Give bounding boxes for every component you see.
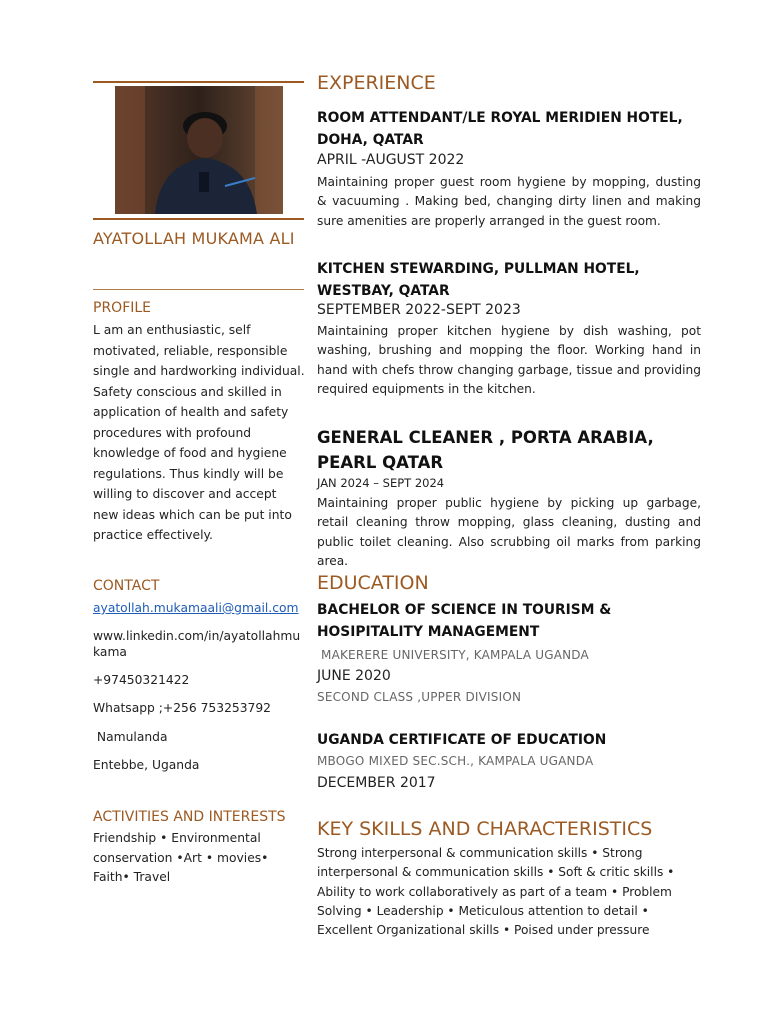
experience-heading: EXPERIENCE [317, 72, 436, 94]
contact-city: Entebbe, Uganda [93, 758, 200, 772]
contact-area: Namulanda [93, 730, 168, 744]
name-divider [93, 289, 304, 290]
activities-text: Friendship • Environmental conservation •Art • movies• Faith• Travel [93, 831, 269, 884]
photo-bottom-rule [93, 218, 304, 220]
job-3-date: JAN 2024 – SEPT 2024 [317, 476, 445, 490]
skills-heading: KEY SKILLS AND CHARACTERISTICS [317, 818, 653, 840]
edu-1-school: MAKERERE UNIVERSITY, KAMPALA UGANDA [317, 648, 589, 662]
contact-linkedin[interactable]: www.linkedin.com/in/ayatollahmukama [93, 629, 301, 659]
edu-2-title: UGANDA CERTIFICATE OF EDUCATION [317, 732, 607, 748]
top-left-rule [93, 81, 304, 83]
job-2-date: SEPTEMBER 2022-SEPT 2023 [317, 302, 521, 318]
edu-2-school: MBOGO MIXED SEC.SCH., KAMPALA UGANDA [317, 754, 594, 768]
job-1-title: ROOM ATTENDANT/LE ROYAL MERIDIEN HOTEL, DOHA, QATAR [317, 110, 683, 148]
contact-whatsapp: Whatsapp ;+256 753253792 [93, 701, 272, 715]
profile-text: L am an enthusiastic, self motivated, reliable, responsible single and hardworking individual. Safety conscious and skilled in application of health and safety procedures with profound knowledge of food and hygiene regulations. Thus kindly will be willing to discover and accept new ideas which can be put into practice effectively. [93, 323, 305, 542]
edu-1-date: JUNE 2020 [317, 668, 391, 684]
job-1-description: Maintaining proper guest room hygiene by mopping, dusting & vacuuming . Making bed, changing dirty linen and making sure amenities are properly arranged in the guest room. [317, 175, 701, 228]
job-3-description: Maintaining proper public hygiene by picking up garbage, retail cleaning throw mopping, glass cleaning, dusting and public toilet cleaning. Also scrubbing oil marks from parking area. [317, 496, 701, 568]
job-1-date: APRIL -AUGUST 2022 [317, 152, 465, 168]
activities-heading: ACTIVITIES AND INTERESTS [93, 809, 286, 825]
job-2-title: KITCHEN STEWARDING, PULLMAN HOTEL, WESTBAY, QATAR [317, 261, 640, 299]
email-link[interactable]: ayatollah.mukamaali@gmail.com [93, 601, 299, 615]
contact-phone: +97450321422 [93, 673, 190, 687]
job-2-description: Maintaining proper kitchen hygiene by dish washing, pot washing, brushing and mopping the floor. Working hand in hand with chefs throw changing garbage, tissue and providing required equipments in the kitchen. [317, 324, 701, 396]
edu-2-date: DECEMBER 2017 [317, 775, 436, 791]
edu-1-title: BACHELOR OF SCIENCE IN TOURISM & HOSIPITALITY MANAGEMENT [317, 602, 612, 640]
candidate-name: AYATOLLAH MUKAMA ALI [93, 229, 295, 248]
contact-email[interactable] [93, 600, 307, 616]
skills-text: Strong interpersonal & communication skills • Strong interpersonal & communication skills • Soft & critic skills • Ability to work collaboratively as part of a team • Problem Solving • Leadership • Meticulous attention to detail • Excellent Organizational skills • Poised under pressure [317, 846, 675, 938]
profile-photo [115, 86, 283, 214]
contact-heading: CONTACT [93, 578, 160, 594]
edu-1-grade: SECOND CLASS ,UPPER DIVISION [317, 690, 522, 704]
job-3-title: GENERAL CLEANER , PORTA ARABIA, PEARL QATAR [317, 428, 654, 472]
profile-heading: PROFILE [93, 300, 152, 316]
education-heading: EDUCATION [317, 572, 429, 594]
